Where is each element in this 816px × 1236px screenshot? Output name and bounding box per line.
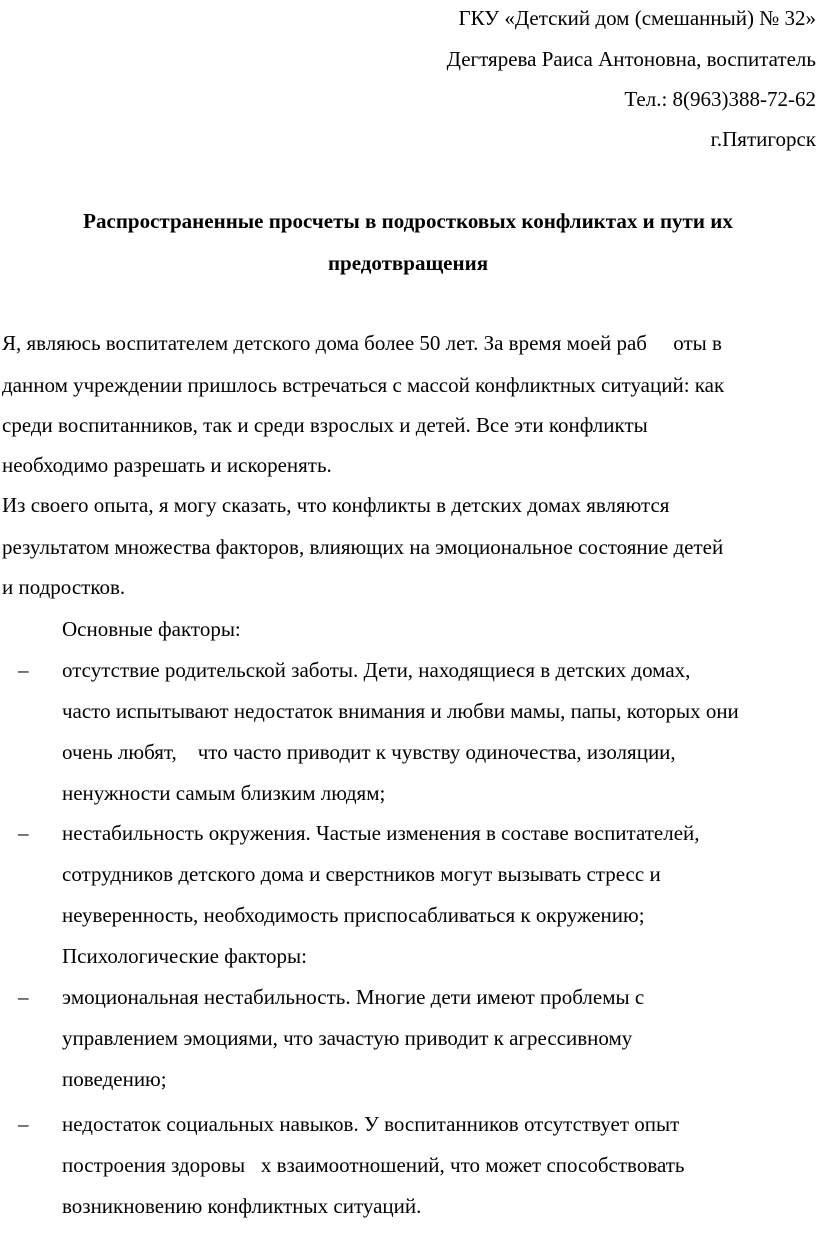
paragraph-line: среди воспитанников, так и среди взрослых и детей. Все эти конфликты <box>2 413 648 437</box>
paragraph-line: Я, являюсь воспитателем детского дома более 50 лет. За время моей раб оты в <box>2 331 722 355</box>
paragraph-line: результатом множества факторов, влияющих на эмоциональное состояние детей <box>2 535 724 559</box>
list-item-line: часто испытывают недостаток внимания и любви мамы, папы, которых они <box>62 699 739 723</box>
psych-factors-heading: Психологические факторы: <box>62 944 307 968</box>
paragraph-line: и подростков. <box>2 575 126 599</box>
list-item-line: построения здоровы х взаимоотношений, что может способствовать <box>62 1153 685 1177</box>
list-item-line: нестабильность окружения. Частые изменения в составе воспитателей, <box>62 821 700 845</box>
list-item-line: ненужности самым близким людям; <box>62 781 386 805</box>
list-item-line: возникновению конфликтных ситуаций. <box>62 1194 422 1218</box>
bullet-dash: – <box>18 821 29 845</box>
city-name: г.Пятигорск <box>710 127 816 151</box>
bullet-dash: – <box>18 1112 29 1136</box>
paragraph-line: данном учреждении пришлось встречаться с массой конфликтных ситуаций: как <box>2 373 725 397</box>
title-line-1: Распространенные просчеты в подростковых конфликтах и пути их <box>83 209 733 233</box>
list-item-line: эмоциональная нестабильность. Многие дети имеют проблемы с <box>62 985 645 1009</box>
list-item-line: недостаток социальных навыков. У воспитанников отсутствует опыт <box>62 1112 680 1136</box>
paragraph-line: необходимо разрешать и искоренять. <box>2 453 332 477</box>
list-item-line: неуверенность, необходимость приспосабливаться к окружению; <box>62 903 645 927</box>
title-line-2: предотвращения <box>327 251 489 275</box>
list-item-line: отсутствие родительской заботы. Дети, находящиеся в детских домах, <box>62 658 691 682</box>
list-item-line: поведению; <box>62 1067 167 1091</box>
org-name: ГКУ «Детский дом (смешанный) № 32» <box>458 6 816 30</box>
main-factors-heading: Основные факторы: <box>62 617 241 641</box>
paragraph-line: Из своего опыта, я могу сказать, что конфликты в детских домах являются <box>2 493 670 517</box>
phone-number: Тел.: 8(963)388-72-62 <box>624 87 816 111</box>
author-name: Дегтярева Раиса Антоновна, воспитатель <box>446 47 816 71</box>
list-item-line: сотрудников детского дома и сверстников могут вызывать стресс и <box>62 862 661 886</box>
bullet-dash: – <box>18 658 29 682</box>
bullet-dash: – <box>18 985 29 1009</box>
list-item-line: управлением эмоциями, что зачастую приводит к агрессивному <box>62 1026 633 1050</box>
list-item-line: очень любят, что часто приводит к чувству одиночества, изоляции, <box>62 740 676 764</box>
